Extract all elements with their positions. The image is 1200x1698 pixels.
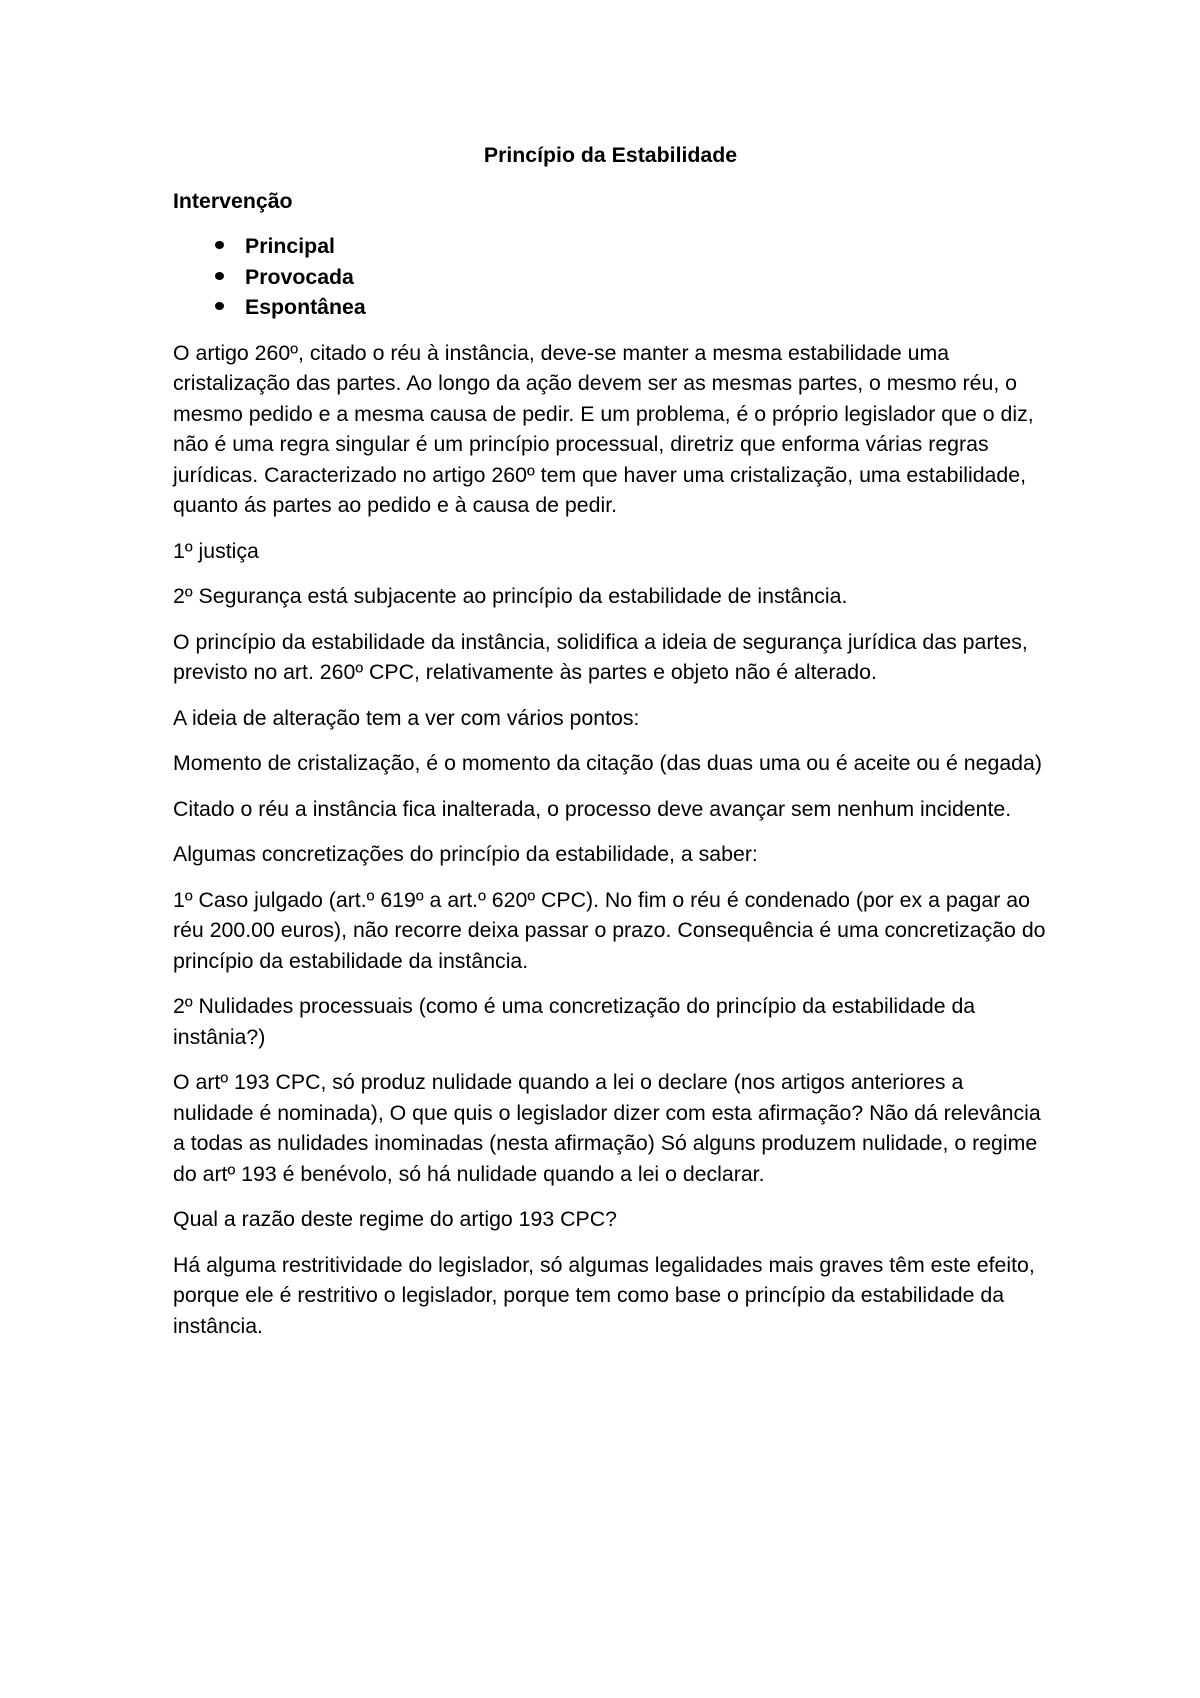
bullet-item <box>173 292 1048 323</box>
bullet-label: Espontânea <box>245 295 366 319</box>
paragraph: Qual a razão deste regime do artigo 193 CPC? <box>173 1207 617 1231</box>
paragraph: Momento de cristalização, é o momento da citação (das duas uma ou é aceite ou é negada) <box>173 751 1042 775</box>
bullet-label: Principal <box>245 234 335 258</box>
paragraph: 2º Segurança está subjacente ao princípio da estabilidade de instância. <box>173 584 848 608</box>
paragraph: 1º Caso julgado (art.º 619º a art.º 620º CPC). No fim o réu é condenado (por ex a pagar ao réu 200.00 euros), não recorre deixa passar o prazo. Consequência é uma concretização do princípio da estabilidade da instância. <box>173 887 1046 973</box>
bullet-item <box>173 231 1048 262</box>
paragraph: Há alguma restritividade do legislador, só algumas legalidades mais graves têm este efeito, porque ele é restritivo o legislador, porque tem como base o princípio da estabilidade da instância. <box>173 1252 1035 1338</box>
paragraph: Algumas concretizações do princípio da estabilidade, a saber: <box>173 842 758 866</box>
bullet-label: Provocada <box>245 264 354 289</box>
bullet-item <box>173 262 1048 293</box>
paragraph: A ideia de alteração tem a ver com vários pontos: <box>173 705 640 730</box>
paragraph: 1º justiça <box>173 538 259 563</box>
bullet-icon <box>215 302 224 310</box>
bullet-icon <box>215 241 224 249</box>
bullet-icon <box>215 272 224 280</box>
document-title: Princípio da Estabilidade <box>483 143 738 167</box>
section-heading: Intervenção <box>173 189 293 213</box>
paragraph: O artigo 260º, citado o réu à instância, deve-se manter a mesma estabilidade uma cristalização das partes. Ao longo da ação devem ser as mesmas partes, o mesmo réu, o mesmo pedido e a mesma causa de pedir. E um problema, é o próprio legislador que o diz, não é uma regra singular é um princípio processual, diretriz que enforma várias regras jurídicas. Caracterizado no artigo 260º tem que haver uma cristalização, uma estabilidade, quanto ás partes ao pedido e à causa de pedir. <box>173 340 1034 517</box>
paragraph: Citado o réu a instância fica inalterada, o processo deve avançar sem nenhum incidente. <box>173 796 1012 821</box>
paragraph: O princípio da estabilidade da instância, solidifica a ideia de segurança jurídica das partes, previsto no art. 260º CPC, relativamente às partes e objeto não é alterado. <box>173 629 1028 684</box>
bullet-list <box>173 231 1048 323</box>
paragraph: 2º Nulidades processuais (como é uma concretização do princípio da estabilidade da instânia?) <box>173 994 976 1049</box>
document-page <box>173 140 1048 1356</box>
paragraph: O artº 193 CPC, só produz nulidade quando a lei o declare (nos artigos anteriores a nulidade é nominada), O que quis o legislador dizer com esta afirmação? Não dá relevância a todas as nulidades inominadas (nesta afirmação) Só alguns produzem nulidade, o regime do artº 193 é benévolo, só há nulidade quando a lei o declarar. <box>173 1070 1041 1186</box>
